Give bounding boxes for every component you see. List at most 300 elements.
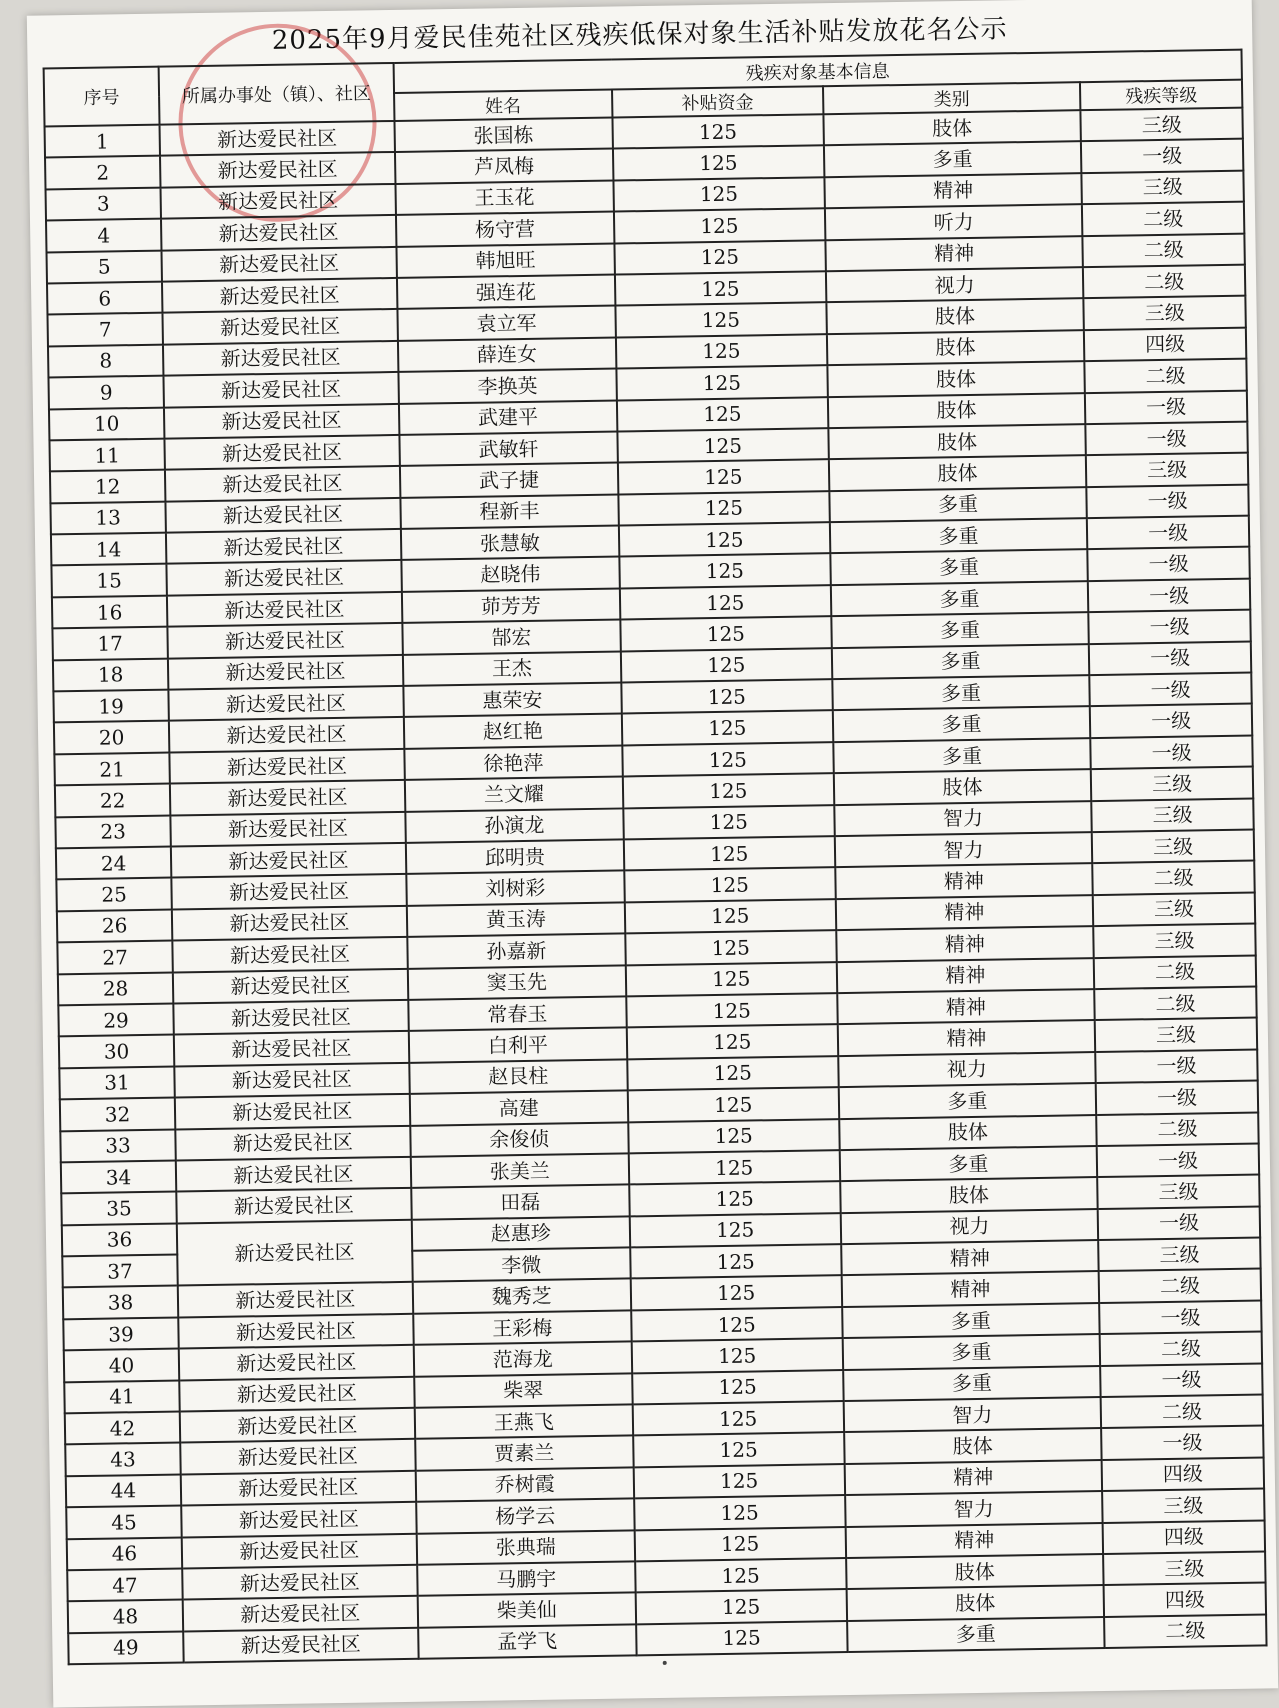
cell-index: 40 <box>64 1349 179 1382</box>
cell-index: 30 <box>59 1035 174 1068</box>
cell-community: 新达爱民社区 <box>181 1471 416 1506</box>
cell-level: 三级 <box>1082 170 1244 204</box>
cell-level: 二级 <box>1092 861 1254 895</box>
cell-community: 新达爱民社区 <box>176 1157 411 1192</box>
cell-level: 一级 <box>1087 484 1249 518</box>
cell-amount: 125 <box>624 868 835 903</box>
cell-name: 李换英 <box>398 369 616 404</box>
cell-level: 三级 <box>1081 108 1243 142</box>
cell-amount: 125 <box>629 1150 840 1185</box>
cell-amount: 125 <box>616 365 827 400</box>
cell-name: 范海龙 <box>414 1342 632 1377</box>
cell-type: 精神 <box>844 1460 1102 1495</box>
cell-level: 三级 <box>1093 892 1255 926</box>
cell-type: 多重 <box>830 518 1088 553</box>
cell-name: 余俊侦 <box>410 1122 628 1157</box>
cell-type: 精神 <box>841 1271 1099 1306</box>
cell-amount: 125 <box>617 397 828 432</box>
cell-amount: 125 <box>615 303 826 338</box>
cell-index: 16 <box>52 595 167 628</box>
cell-type: 精神 <box>836 958 1094 993</box>
cell-name: 常春玉 <box>408 996 626 1031</box>
cell-name: 武敏轩 <box>399 431 617 466</box>
cell-name: 茆芳芳 <box>402 588 620 623</box>
cell-name: 程新丰 <box>400 494 618 529</box>
cell-type: 多重 <box>842 1334 1100 1369</box>
cell-level: 三级 <box>1084 296 1246 330</box>
cell-name: 惠荣安 <box>403 683 621 718</box>
cell-community: 新达爱民社区 <box>168 686 403 721</box>
cell-community: 新达爱民社区 <box>164 403 399 438</box>
cell-type: 肢体 <box>828 424 1086 459</box>
cell-amount: 125 <box>614 240 825 275</box>
cell-type: 多重 <box>839 1146 1097 1181</box>
cell-level: 一级 <box>1089 641 1251 675</box>
cell-level: 一级 <box>1095 1049 1257 1083</box>
cell-level: 三级 <box>1102 1489 1264 1523</box>
cell-name: 武建平 <box>399 400 617 435</box>
cell-level: 二级 <box>1104 1614 1266 1648</box>
cell-index: 22 <box>55 784 170 817</box>
cell-name: 薛连女 <box>398 337 616 372</box>
cell-amount: 125 <box>633 1464 844 1499</box>
cell-level: 三级 <box>1092 830 1254 864</box>
cell-name: 赵艮柱 <box>409 1059 627 1094</box>
cell-type: 精神 <box>836 926 1094 961</box>
cell-index: 39 <box>63 1317 178 1350</box>
cell-index: 27 <box>57 941 172 974</box>
cell-amount: 125 <box>618 459 829 494</box>
cell-amount: 125 <box>629 1181 840 1216</box>
cell-index: 45 <box>66 1506 181 1539</box>
cell-index: 26 <box>57 909 172 942</box>
cell-amount: 125 <box>634 1495 845 1530</box>
cell-type: 多重 <box>831 612 1089 647</box>
cell-type: 智力 <box>834 801 1092 836</box>
cell-index: 2 <box>45 156 160 189</box>
cell-community: 新达爱民社区 <box>183 1628 418 1663</box>
cell-index: 23 <box>55 815 170 848</box>
cell-community: 新达爱民社区 <box>162 278 397 313</box>
cell-community: 新达爱民社区 <box>182 1533 417 1568</box>
cell-community: 新达爱民社区 <box>171 843 406 878</box>
cell-index: 42 <box>65 1412 180 1445</box>
cell-type: 肢体 <box>846 1554 1104 1589</box>
cell-level: 三级 <box>1091 767 1253 801</box>
header-group-basic-info: 残疾对象基本信息 <box>393 50 1242 93</box>
cell-name: 柴翠 <box>414 1373 632 1408</box>
cell-type: 多重 <box>842 1303 1100 1338</box>
cell-level: 三级 <box>1103 1551 1265 1585</box>
cell-index: 41 <box>64 1380 179 1413</box>
cell-name: 赵晓伟 <box>401 557 619 592</box>
cell-type: 肢体 <box>827 361 1085 396</box>
cell-type: 肢体 <box>846 1585 1104 1620</box>
cell-community: 新达爱民社区 <box>162 309 397 344</box>
cell-level: 一级 <box>1096 1081 1258 1115</box>
cell-name: 刘树彩 <box>406 871 624 906</box>
cell-index: 18 <box>53 658 168 691</box>
cell-name: 柴美仙 <box>417 1593 635 1628</box>
cell-index: 28 <box>58 972 173 1005</box>
cell-name: 魏秀芝 <box>413 1279 631 1314</box>
cell-level: 二级 <box>1096 1112 1258 1146</box>
cell-level: 四级 <box>1102 1457 1264 1491</box>
cell-community: 新达爱民社区 <box>179 1345 414 1380</box>
cell-amount: 125 <box>633 1401 844 1436</box>
cell-level: 三级 <box>1093 924 1255 958</box>
cell-amount: 125 <box>621 679 832 714</box>
cell-index: 37 <box>62 1255 177 1288</box>
cell-level: 二级 <box>1100 1332 1262 1366</box>
cell-amount: 125 <box>618 491 829 526</box>
cell-name: 韩旭旺 <box>396 243 614 278</box>
cell-name: 王彩梅 <box>413 1310 631 1345</box>
cell-index: 11 <box>49 439 164 472</box>
page-mark <box>663 1661 667 1665</box>
cell-type: 视力 <box>838 1052 1096 1087</box>
cell-index: 43 <box>65 1443 180 1476</box>
cell-community: 新达爱民社区 <box>180 1408 415 1443</box>
cell-type: 多重 <box>847 1617 1105 1652</box>
cell-index: 13 <box>50 501 165 534</box>
cell-level: 四级 <box>1103 1520 1265 1554</box>
cell-community: 新达爱民社区 <box>167 623 402 658</box>
cell-type: 多重 <box>831 581 1089 616</box>
subsidy-roster-table <box>43 49 1268 1666</box>
cell-name: 赵惠珍 <box>412 1216 630 1251</box>
cell-index: 29 <box>58 1003 173 1036</box>
cell-index: 35 <box>61 1192 176 1225</box>
cell-name: 王杰 <box>403 651 621 686</box>
cell-level: 一级 <box>1090 673 1252 707</box>
cell-amount: 125 <box>613 177 824 212</box>
cell-amount: 125 <box>628 1119 839 1154</box>
cell-name: 郜宏 <box>402 620 620 655</box>
cell-index: 48 <box>68 1600 183 1633</box>
cell-index: 9 <box>48 376 163 409</box>
header-amount: 补贴资金 <box>612 86 823 117</box>
cell-type: 多重 <box>832 707 1090 742</box>
cell-index: 15 <box>51 564 166 597</box>
cell-type: 多重 <box>830 550 1088 585</box>
cell-community: 新达爱民社区 <box>163 341 398 376</box>
cell-community: 新达爱民社区 <box>168 655 403 690</box>
cell-amount: 125 <box>622 711 833 746</box>
cell-amount: 125 <box>627 1024 838 1059</box>
cell-community: 新达爱民社区 <box>166 529 401 564</box>
cell-name: 黄玉涛 <box>407 902 625 937</box>
cell-name: 徐艳萍 <box>404 745 622 780</box>
cell-type: 肢体 <box>828 393 1086 428</box>
cell-index: 5 <box>47 250 162 283</box>
cell-name: 杨学云 <box>416 1499 634 1534</box>
cell-level: 二级 <box>1094 986 1256 1020</box>
cell-name: 强连花 <box>397 274 615 309</box>
cell-index: 14 <box>51 533 166 566</box>
cell-amount: 125 <box>619 522 830 557</box>
cell-level: 二级 <box>1101 1394 1263 1428</box>
cell-community: 新达爱民社区 <box>160 152 395 187</box>
cell-index: 19 <box>53 690 168 723</box>
cell-type: 肢体 <box>839 1115 1097 1150</box>
cell-name: 白利平 <box>409 1028 627 1063</box>
cell-index: 7 <box>47 313 162 346</box>
cell-amount: 125 <box>635 1589 846 1624</box>
cell-index: 25 <box>56 878 171 911</box>
cell-type: 视力 <box>840 1209 1098 1244</box>
cell-level: 四级 <box>1084 327 1246 361</box>
cell-index: 8 <box>48 344 163 377</box>
cell-level: 一级 <box>1081 139 1243 173</box>
cell-name: 李微 <box>412 1247 630 1282</box>
cell-level: 三级 <box>1086 453 1248 487</box>
cell-level: 一级 <box>1085 390 1247 424</box>
cell-type: 视力 <box>826 267 1084 302</box>
cell-amount: 125 <box>625 930 836 965</box>
cell-index: 44 <box>66 1474 181 1507</box>
cell-amount: 125 <box>626 993 837 1028</box>
cell-community: 新达爱民社区 <box>183 1596 418 1631</box>
cell-name: 张慧敏 <box>401 526 619 561</box>
cell-level: 一级 <box>1097 1143 1259 1177</box>
cell-type: 智力 <box>834 832 1092 867</box>
cell-community: 新达爱民社区 <box>180 1439 415 1474</box>
cell-community: 新达爱民社区 <box>167 592 402 627</box>
cell-community: 新达爱民社区 <box>175 1125 410 1160</box>
cell-community: 新达爱民社区 <box>173 968 408 1003</box>
cell-type: 精神 <box>841 1240 1099 1275</box>
cell-community: 新达爱民社区 <box>166 560 401 595</box>
cell-community: 新达爱民社区 <box>179 1376 414 1411</box>
cell-name: 赵红艳 <box>404 714 622 749</box>
cell-type: 多重 <box>838 1083 1096 1118</box>
cell-community: 新达爱民社区 <box>182 1565 417 1600</box>
cell-level: 二级 <box>1099 1269 1261 1303</box>
cell-type: 肢体 <box>829 455 1087 490</box>
cell-type: 多重 <box>833 738 1091 773</box>
cell-index: 32 <box>60 1098 175 1131</box>
cell-index: 33 <box>60 1129 175 1162</box>
cell-type: 多重 <box>824 142 1082 177</box>
cell-level: 一级 <box>1086 422 1248 456</box>
cell-name: 孙演龙 <box>405 808 623 843</box>
cell-name: 王玉花 <box>395 180 613 215</box>
cell-amount: 125 <box>631 1276 842 1311</box>
cell-community: 新达爱民社区 <box>176 1188 411 1223</box>
cell-type: 精神 <box>835 895 1093 930</box>
cell-level: 二级 <box>1094 955 1256 989</box>
cell-name: 张典瑞 <box>416 1530 634 1565</box>
cell-index: 4 <box>46 219 161 252</box>
cell-name: 高建 <box>410 1091 628 1126</box>
cell-type: 多重 <box>843 1366 1101 1401</box>
header-name: 姓名 <box>394 90 612 121</box>
cell-type: 多重 <box>832 675 1090 710</box>
header-community: 所属办事处（镇）、社区 <box>159 63 395 125</box>
cell-community: 新达爱民社区 <box>169 717 404 752</box>
header-level: 残疾等级 <box>1080 80 1242 111</box>
cell-type: 肢体 <box>827 330 1085 365</box>
cell-level: 一级 <box>1090 735 1252 769</box>
header-index: 序号 <box>44 67 160 127</box>
cell-community: 新达爱民社区 <box>163 372 398 407</box>
cell-amount: 125 <box>625 899 836 934</box>
cell-amount: 125 <box>635 1558 846 1593</box>
cell-name: 孟学飞 <box>418 1624 636 1659</box>
cell-level: 一级 <box>1089 610 1251 644</box>
cell-amount: 125 <box>612 114 823 149</box>
cell-community: 新达爱民社区 <box>160 121 395 156</box>
cell-community: 新达爱民社区 <box>178 1282 413 1317</box>
cell-amount: 125 <box>614 208 825 243</box>
cell-level: 一级 <box>1100 1363 1262 1397</box>
cell-level: 一级 <box>1087 516 1249 550</box>
cell-community: 新达爱民社区 <box>172 906 407 941</box>
cell-name: 张美兰 <box>411 1153 629 1188</box>
cell-type: 精神 <box>837 989 1095 1024</box>
cell-amount: 125 <box>634 1527 845 1562</box>
cell-community: 新达爱民社区 <box>174 1063 409 1098</box>
cell-type: 听力 <box>825 204 1083 239</box>
cell-amount: 125 <box>616 334 827 369</box>
cell-name: 贾素兰 <box>415 1436 633 1471</box>
cell-index: 3 <box>46 187 161 220</box>
cell-index: 38 <box>63 1286 178 1319</box>
cell-amount: 125 <box>617 428 828 463</box>
cell-level: 一级 <box>1101 1426 1263 1460</box>
cell-community: 新达爱民社区 <box>161 215 396 250</box>
cell-community: 新达爱民社区 <box>165 498 400 533</box>
cell-amount: 125 <box>620 585 831 620</box>
cell-community: 新达爱民社区 <box>173 1000 408 1035</box>
cell-type: 多重 <box>829 487 1087 522</box>
document-page <box>27 0 1278 1708</box>
cell-type: 多重 <box>831 644 1089 679</box>
cell-type: 肢体 <box>844 1428 1102 1463</box>
cell-amount: 125 <box>613 146 824 181</box>
header-type: 类别 <box>823 82 1081 114</box>
cell-name: 杨守营 <box>396 212 614 247</box>
table-body <box>45 108 1267 1665</box>
cell-level: 二级 <box>1083 265 1245 299</box>
cell-type: 精神 <box>845 1523 1103 1558</box>
cell-amount: 125 <box>633 1432 844 1467</box>
cell-index: 6 <box>47 282 162 315</box>
cell-index: 20 <box>54 721 169 754</box>
cell-type: 肢体 <box>833 769 1091 804</box>
cell-index: 31 <box>59 1066 174 1099</box>
cell-amount: 125 <box>623 805 834 840</box>
cell-level: 三级 <box>1097 1175 1259 1209</box>
cell-amount: 125 <box>632 1370 843 1405</box>
cell-index: 17 <box>52 627 167 660</box>
cell-community: 新达爱民社区 <box>161 247 396 282</box>
cell-type: 肢体 <box>826 299 1084 334</box>
cell-amount: 125 <box>615 271 826 306</box>
cell-community: 新达爱民社区 <box>174 1031 409 1066</box>
cell-level: 三级 <box>1095 1018 1257 1052</box>
cell-level: 一级 <box>1098 1206 1260 1240</box>
cell-amount: 125 <box>626 962 837 997</box>
cell-level: 三级 <box>1091 798 1253 832</box>
cell-name: 兰文耀 <box>405 777 623 812</box>
cell-amount: 125 <box>627 1056 838 1091</box>
cell-community: 新达爱民社区 <box>170 811 405 846</box>
cell-community: 新达爱民社区 <box>177 1220 413 1286</box>
cell-name: 王燕飞 <box>414 1404 632 1439</box>
cell-name: 孙嘉新 <box>407 934 625 969</box>
cell-amount: 125 <box>632 1338 843 1373</box>
cell-index: 1 <box>45 125 160 158</box>
cell-index: 47 <box>67 1568 182 1601</box>
cell-amount: 125 <box>621 648 832 683</box>
cell-amount: 125 <box>622 742 833 777</box>
cell-index: 12 <box>50 470 165 503</box>
cell-type: 精神 <box>835 863 1093 898</box>
cell-level: 二级 <box>1083 233 1245 267</box>
cell-type: 精神 <box>824 173 1082 208</box>
cell-level: 一级 <box>1088 578 1250 612</box>
cell-name: 窦玉先 <box>408 965 626 1000</box>
document-title: 2025年9月爱民佳苑社区残疾低保对象生活补贴发放花名公示 <box>271 14 1008 56</box>
cell-level: 一级 <box>1090 704 1252 738</box>
cell-level: 四级 <box>1104 1583 1266 1617</box>
cell-type: 肢体 <box>840 1177 1098 1212</box>
cell-index: 36 <box>62 1223 177 1256</box>
cell-type: 智力 <box>843 1397 1101 1432</box>
cell-community: 新达爱民社区 <box>165 466 400 501</box>
cell-name: 乔树霞 <box>415 1467 633 1502</box>
cell-amount: 125 <box>636 1621 847 1656</box>
cell-name: 邱明贵 <box>406 839 624 874</box>
cell-type: 精神 <box>837 1020 1095 1055</box>
cell-amount: 125 <box>619 554 830 589</box>
cell-amount: 125 <box>630 1244 841 1279</box>
cell-level: 三级 <box>1098 1238 1260 1272</box>
cell-name: 芦凤梅 <box>395 149 613 184</box>
cell-amount: 125 <box>620 616 831 651</box>
cell-community: 新达爱民社区 <box>175 1094 410 1129</box>
cell-index: 46 <box>67 1537 182 1570</box>
cell-type: 精神 <box>825 236 1083 271</box>
cell-community: 新达爱民社区 <box>178 1314 413 1349</box>
cell-amount: 125 <box>623 773 834 808</box>
cell-name: 张国栋 <box>394 118 612 153</box>
cell-name: 袁立军 <box>397 306 615 341</box>
cell-amount: 125 <box>631 1307 842 1342</box>
cell-amount: 125 <box>630 1213 841 1248</box>
cell-community: 新达爱民社区 <box>170 780 405 815</box>
cell-level: 二级 <box>1082 202 1244 236</box>
cell-amount: 125 <box>628 1087 839 1122</box>
cell-type: 智力 <box>845 1491 1103 1526</box>
cell-community: 新达爱民社区 <box>169 749 404 784</box>
cell-community: 新达爱民社区 <box>172 937 407 972</box>
cell-community: 新达爱民社区 <box>164 435 399 470</box>
cell-type: 肢体 <box>823 110 1081 145</box>
cell-index: 49 <box>68 1631 183 1664</box>
cell-name: 武子捷 <box>400 463 618 498</box>
cell-index: 10 <box>49 407 164 440</box>
cell-index: 24 <box>56 847 171 880</box>
cell-level: 二级 <box>1085 359 1247 393</box>
cell-community: 新达爱民社区 <box>161 184 396 219</box>
cell-index: 21 <box>54 752 169 785</box>
cell-amount: 125 <box>624 836 835 871</box>
cell-name: 马鹏宇 <box>417 1561 635 1596</box>
cell-community: 新达爱民社区 <box>171 874 406 909</box>
